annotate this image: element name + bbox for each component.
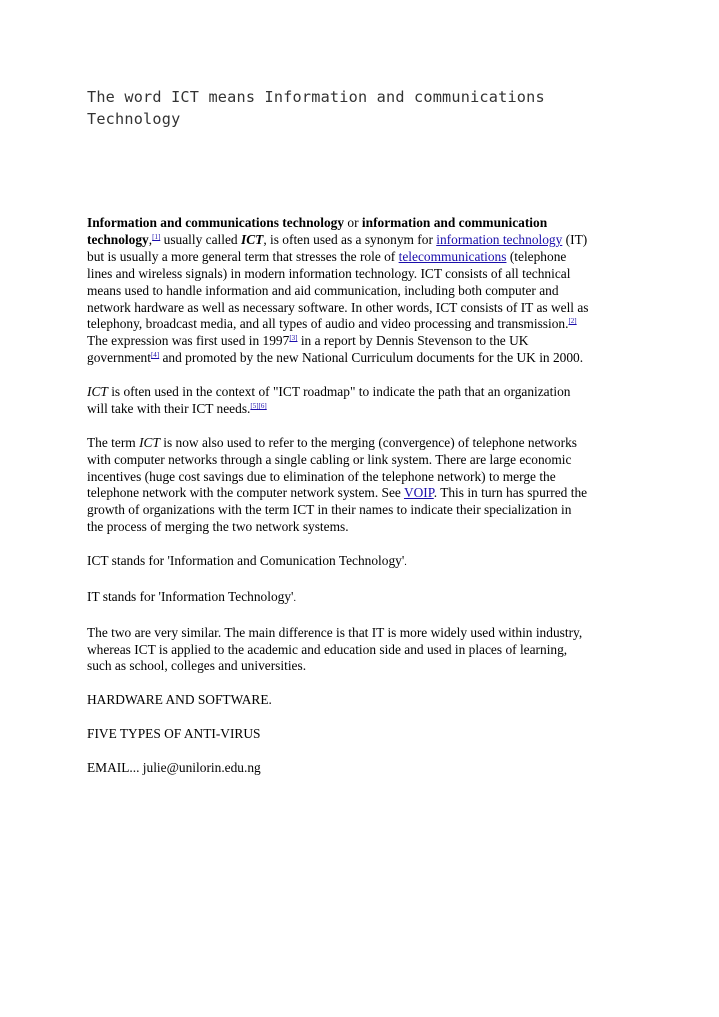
title-line-1: The word ICT means Information and communications bbox=[87, 88, 545, 106]
text-line bbox=[87, 350, 635, 367]
bold-term: information and communication bbox=[361, 215, 548, 230]
text-fragment: and promoted by the new National Curriculum documents for the UK in 2000. bbox=[159, 350, 584, 366]
paragraph-convergence bbox=[87, 435, 635, 536]
text-fragment: , is often used as a synonym for bbox=[263, 231, 437, 247]
title-line-2: Technology bbox=[87, 110, 181, 128]
reference-link-2[interactable]: [2] bbox=[568, 317, 577, 326]
link-telecommunications[interactable]: telecommunications bbox=[398, 248, 507, 264]
bold-term: Information and communications technology bbox=[87, 215, 345, 230]
text-fragment: ICT stands for 'Information and Comunication Technology' bbox=[87, 553, 405, 569]
text-line: with computer networks through a single cabling or link system. There are large economic bbox=[87, 451, 572, 467]
paragraph-ict-definition bbox=[87, 215, 635, 367]
text-fragment: is now also used to refer to the merging (convergence) of telephone networks bbox=[159, 434, 577, 450]
text-fragment: is often used in the context of "ICT roadmap" to indicate the path that an organization bbox=[107, 384, 571, 400]
text-fragment: . This in turn has spurred the bbox=[433, 485, 588, 501]
text-fragment: in a report by Dennis Stevenson to the UK bbox=[297, 333, 529, 349]
text-fragment: (telephone bbox=[506, 248, 567, 264]
text-line bbox=[87, 333, 635, 350]
reference-2 bbox=[568, 317, 576, 325]
text-line: growth of organizations with the term ICT in their names to indicate their specialization in bbox=[87, 502, 572, 518]
text-fragment: telephone network with the computer network system. See bbox=[87, 485, 404, 501]
text-fragment: The term bbox=[87, 434, 140, 450]
text-fragment: will take with their ICT needs. bbox=[87, 400, 251, 416]
text-line bbox=[87, 384, 635, 401]
text-line bbox=[87, 215, 635, 232]
text-fragment: . bbox=[404, 557, 407, 569]
text-line: incentives (huge cost savings due to elimination of the telephone network) to merge the bbox=[87, 468, 556, 484]
text-line: means used to handle information and aid communication, including both computer and bbox=[87, 282, 559, 298]
reference-4 bbox=[151, 351, 159, 359]
text-fragment: telephony, broadcast media, and all types of audio and video processing and transmission. bbox=[87, 316, 569, 332]
text-fragment: IT stands for 'Information Technology' bbox=[87, 588, 294, 604]
paragraph-it-stands-for bbox=[87, 589, 635, 608]
text-line bbox=[87, 232, 635, 249]
text-fragment: but is usually a more general term that stresses the role of bbox=[87, 248, 399, 264]
paragraph-email: EMAIL... julie@unilorin.edu.ng bbox=[87, 759, 261, 775]
italic-ict: ICT bbox=[139, 434, 160, 450]
text-fragment: The expression was first used in 1997 bbox=[87, 333, 290, 349]
text-line: network hardware as well as necessary software. In other words, ICT consists of IT as well as bbox=[87, 299, 589, 315]
text-fragment: government bbox=[87, 350, 151, 366]
text-fragment: or bbox=[344, 215, 362, 230]
italic-ict: ICT bbox=[87, 384, 108, 400]
text-fragment: , bbox=[148, 231, 153, 247]
text-fragment: usually called bbox=[160, 231, 241, 247]
text-line bbox=[87, 249, 635, 266]
text-fragment: (IT) bbox=[562, 231, 588, 247]
reference-5-6 bbox=[250, 402, 266, 410]
link-voip[interactable]: VOIP bbox=[403, 485, 434, 501]
paragraph-ict-stands-for bbox=[87, 553, 635, 572]
paragraph-anti-virus: FIVE TYPES OF ANTI-VIRUS bbox=[87, 726, 261, 742]
paragraph-hardware-software: HARDWARE AND SOFTWARE. bbox=[87, 692, 272, 708]
reference-link-3[interactable]: [3] bbox=[289, 334, 298, 343]
text-line bbox=[87, 401, 635, 418]
reference-link-5[interactable]: [5] bbox=[250, 401, 259, 410]
page-title bbox=[87, 86, 647, 130]
reference-link-4[interactable]: [4] bbox=[150, 351, 160, 360]
text-line bbox=[87, 485, 635, 502]
paragraph-difference bbox=[87, 625, 635, 676]
text-line: such as school, colleges and universities. bbox=[87, 658, 307, 674]
text-line bbox=[87, 316, 635, 333]
text-line: The two are very similar. The main difference is that IT is more widely used within industry, bbox=[87, 624, 583, 640]
text-fragment: . bbox=[293, 592, 296, 604]
text-line bbox=[87, 435, 635, 452]
text-line: lines and wireless signals) in modern information technology. ICT consists of all technical bbox=[87, 265, 571, 281]
reference-link-6[interactable]: [6] bbox=[258, 401, 267, 410]
document-body bbox=[87, 215, 635, 794]
link-information-technology[interactable]: information technology bbox=[436, 231, 563, 247]
bold-term: technology bbox=[87, 231, 149, 247]
reference-link-1[interactable]: [1] bbox=[152, 232, 161, 241]
text-line: whereas ICT is applied to the academic and education side and used in places of learning, bbox=[87, 641, 568, 657]
text-line: the process of merging the two network systems. bbox=[87, 519, 349, 535]
paragraph-ict-roadmap bbox=[87, 384, 635, 418]
bold-italic-ict: ICT bbox=[240, 231, 264, 247]
